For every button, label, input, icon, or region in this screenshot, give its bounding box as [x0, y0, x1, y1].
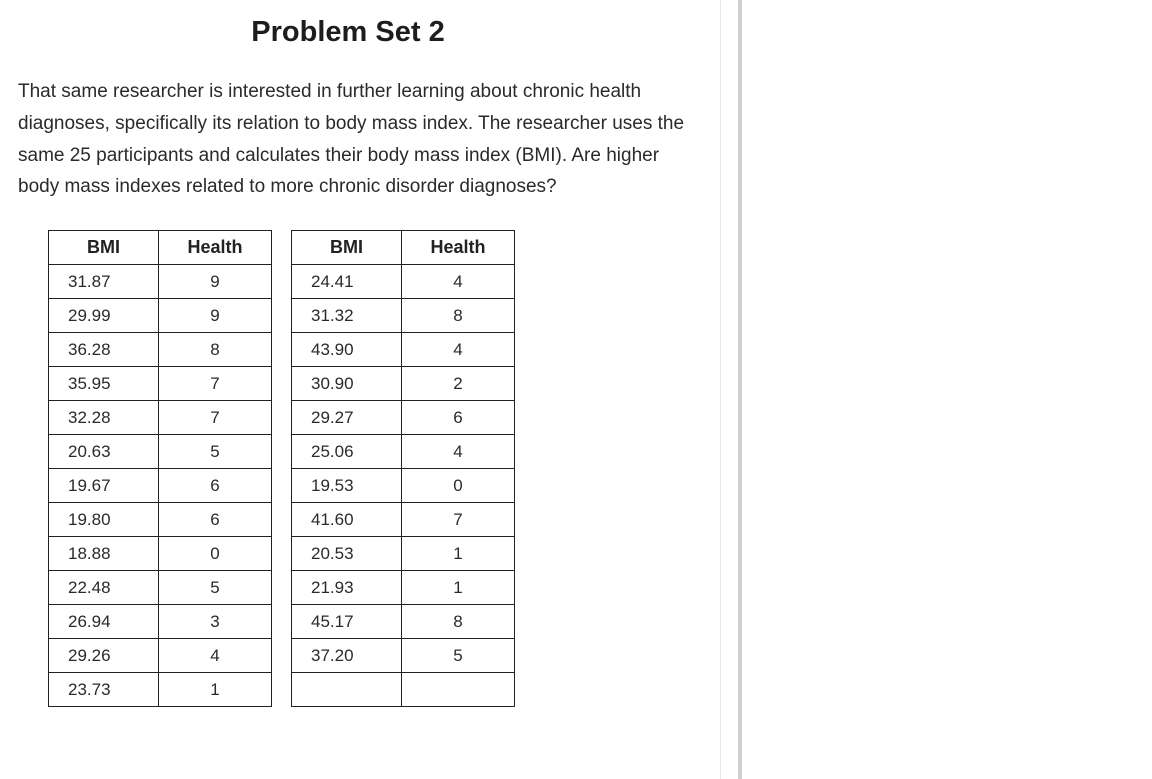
table-row [49, 673, 272, 707]
bmi-cell: 19.67 [49, 469, 159, 503]
table-row [292, 537, 515, 571]
health-cell: 5 [159, 571, 272, 605]
bmi-cell: 37.20 [292, 639, 402, 673]
bmi-cell: 21.93 [292, 571, 402, 605]
health-cell: 1 [402, 571, 515, 605]
health-cell: 2 [402, 367, 515, 401]
table-row [292, 639, 515, 673]
health-cell: 7 [159, 367, 272, 401]
table-row [49, 367, 272, 401]
table-row [49, 639, 272, 673]
health-cell: 4 [402, 435, 515, 469]
health-cell: 9 [159, 265, 272, 299]
bmi-cell: 25.06 [292, 435, 402, 469]
bmi-cell: 30.90 [292, 367, 402, 401]
table-row [49, 605, 272, 639]
page-title: Problem Set 2 [251, 16, 445, 48]
table-row [49, 537, 272, 571]
health-cell: 4 [402, 333, 515, 367]
bmi-cell [292, 673, 402, 707]
health-cell: 3 [159, 605, 272, 639]
problem-prompt: That same researcher is interested in further learning about chronic health diagnoses, specifically its relation to body mass index. The researcher uses the same 25 participants and calculates their body mass index (BMI). Are higher body mass indexes related to more chronic disorder diagnoses? [18, 81, 685, 198]
health-cell: 6 [402, 401, 515, 435]
table-row [292, 605, 515, 639]
bmi-cell: 20.63 [49, 435, 159, 469]
bmi-cell: 29.26 [49, 639, 159, 673]
health-cell: 1 [159, 673, 272, 707]
bmi-cell: 31.87 [49, 265, 159, 299]
header-bmi: BMI [49, 231, 159, 265]
table-row [49, 333, 272, 367]
bmi-cell: 22.48 [49, 571, 159, 605]
data-table-left [48, 230, 272, 707]
bmi-cell: 35.95 [49, 367, 159, 401]
table-row [292, 435, 515, 469]
table-row [292, 673, 515, 707]
bmi-cell: 36.28 [49, 333, 159, 367]
health-cell: 6 [159, 469, 272, 503]
bmi-cell: 19.80 [49, 503, 159, 537]
bmi-cell: 24.41 [292, 265, 402, 299]
table-row [292, 503, 515, 537]
bmi-cell: 43.90 [292, 333, 402, 367]
bmi-cell: 29.99 [49, 299, 159, 333]
table-row [49, 401, 272, 435]
header-bmi: BMI [292, 231, 402, 265]
bmi-cell: 26.94 [49, 605, 159, 639]
health-cell: 5 [402, 639, 515, 673]
table-row [49, 435, 272, 469]
header-health: Health [402, 231, 515, 265]
data-table-right [291, 230, 515, 707]
table-row [292, 299, 515, 333]
table-row [292, 367, 515, 401]
table-row [292, 401, 515, 435]
table-row [292, 571, 515, 605]
health-cell: 8 [402, 299, 515, 333]
health-cell: 8 [402, 605, 515, 639]
health-cell: 0 [402, 469, 515, 503]
health-cell: 6 [159, 503, 272, 537]
health-cell: 0 [159, 537, 272, 571]
health-cell: 7 [402, 503, 515, 537]
bmi-cell: 20.53 [292, 537, 402, 571]
pane-divider [720, 0, 721, 779]
table-header-row [292, 231, 515, 265]
table-row [49, 265, 272, 299]
table-header-row [49, 231, 272, 265]
bmi-cell: 41.60 [292, 503, 402, 537]
health-cell: 4 [159, 639, 272, 673]
bmi-cell: 19.53 [292, 469, 402, 503]
bmi-cell: 18.88 [49, 537, 159, 571]
table-row [49, 503, 272, 537]
right-pane [742, 0, 1152, 779]
health-cell [402, 673, 515, 707]
bmi-cell: 45.17 [292, 605, 402, 639]
health-cell: 8 [159, 333, 272, 367]
health-cell: 4 [402, 265, 515, 299]
health-cell: 9 [159, 299, 272, 333]
bmi-cell: 23.73 [49, 673, 159, 707]
health-cell: 1 [402, 537, 515, 571]
bmi-cell: 31.32 [292, 299, 402, 333]
table-row [49, 571, 272, 605]
table-row [292, 469, 515, 503]
table-row [292, 265, 515, 299]
bmi-cell: 32.28 [49, 401, 159, 435]
bmi-cell: 29.27 [292, 401, 402, 435]
table-row [292, 333, 515, 367]
health-cell: 5 [159, 435, 272, 469]
health-cell: 7 [159, 401, 272, 435]
header-health: Health [159, 231, 272, 265]
table-row [49, 299, 272, 333]
table-row [49, 469, 272, 503]
